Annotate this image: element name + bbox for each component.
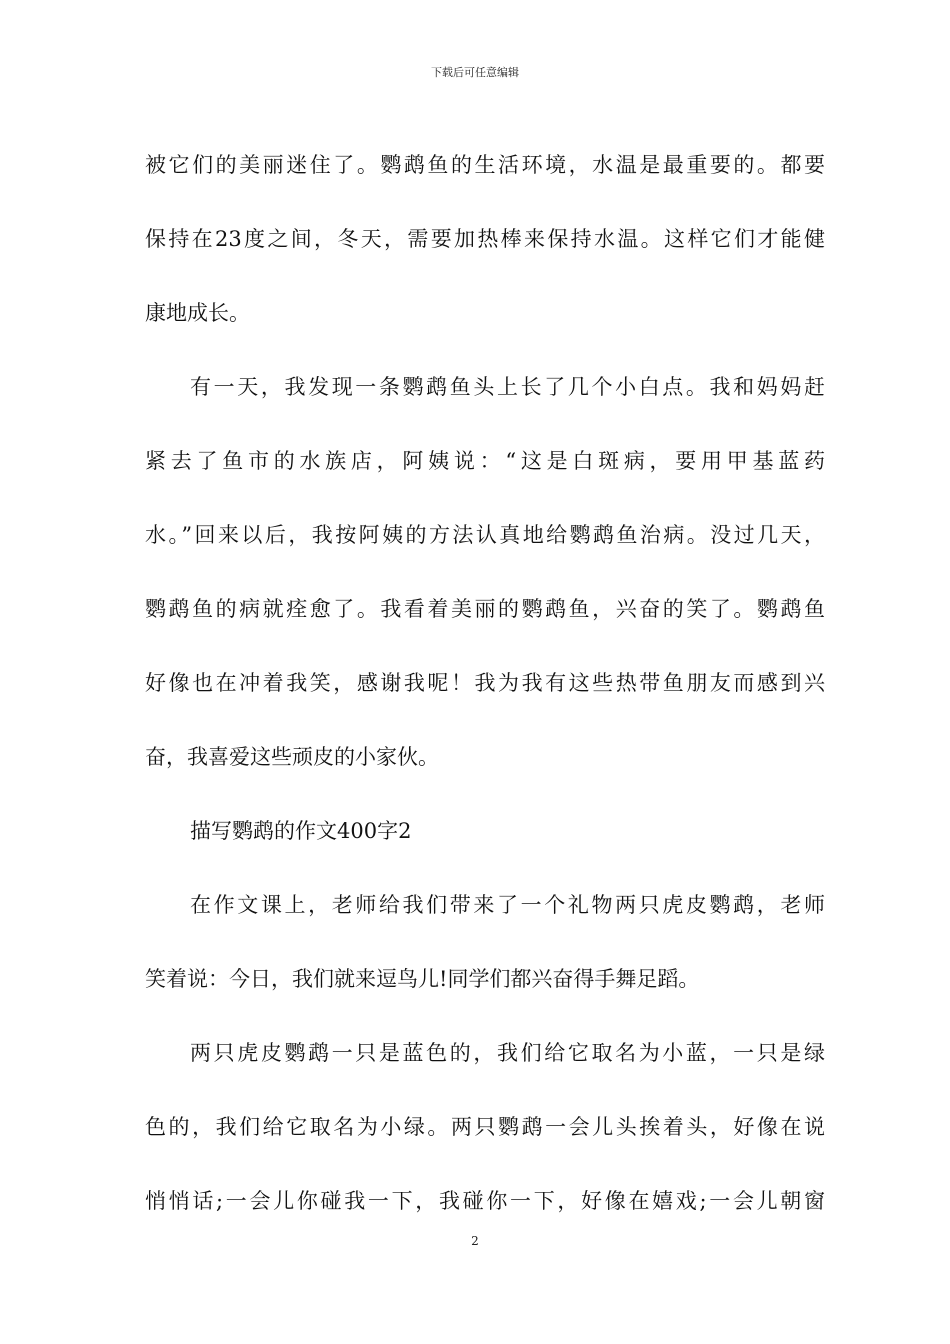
text-line: 描写鹦鹉的作文400字2 — [190, 819, 412, 843]
text-line: 保持在23度之间，冬天，需要加热棒来保持水温。这样它们才能健 — [145, 227, 825, 251]
text-line: 康地成长。 — [145, 301, 250, 325]
page-header: 下载后可任意编辑 — [431, 66, 519, 79]
text-line: 悄悄话;一会儿你碰我一下，我碰你一下，好像在嬉戏;一会儿朝窗 — [145, 1189, 825, 1213]
text-line: 有一天，我发现一条鹦鹉鱼头上长了几个小白点。我和妈妈赶 — [190, 375, 825, 399]
paragraph — [145, 1016, 825, 1238]
text-line: 奋，我喜爱这些顽皮的小家伙。 — [145, 745, 439, 769]
paragraph — [145, 868, 825, 1016]
text-line: 鹦鹉鱼的病就痊愈了。我看着美丽的鹦鹉鱼，兴奋的笑了。鹦鹉鱼 — [145, 597, 825, 621]
page-number: 2 — [471, 1234, 479, 1248]
text-line: 被它们的美丽迷住了。鹦鹉鱼的生活环境，水温是最重要的。都要 — [145, 153, 825, 177]
paragraph — [145, 350, 825, 794]
text-line: 色的，我们给它取名为小绿。两只鹦鹉一会儿头挨着头，好像在说 — [145, 1115, 825, 1139]
text-line: 两只虎皮鹦鹉一只是蓝色的，我们给它取名为小蓝，一只是绿 — [190, 1041, 825, 1065]
document-body — [145, 128, 825, 1238]
text-line: 水。”回来以后，我按阿姨的方法认真地给鹦鹉鱼治病。没过几天， — [145, 523, 825, 547]
text-line: 笑着说：今日，我们就来逗鸟儿!同学们都兴奋得手舞足蹈。 — [145, 967, 700, 991]
text-line: 紧去了鱼市的水族店，阿姨说：“这是白斑病，要用甲基蓝药 — [145, 449, 825, 473]
paragraph — [145, 128, 825, 350]
text-line: 在作文课上，老师给我们带来了一个礼物两只虎皮鹦鹉，老师 — [190, 893, 825, 917]
text-line: 好像也在冲着我笑，感谢我呢！我为我有这些热带鱼朋友而感到兴 — [145, 671, 825, 695]
section-title — [145, 794, 825, 868]
